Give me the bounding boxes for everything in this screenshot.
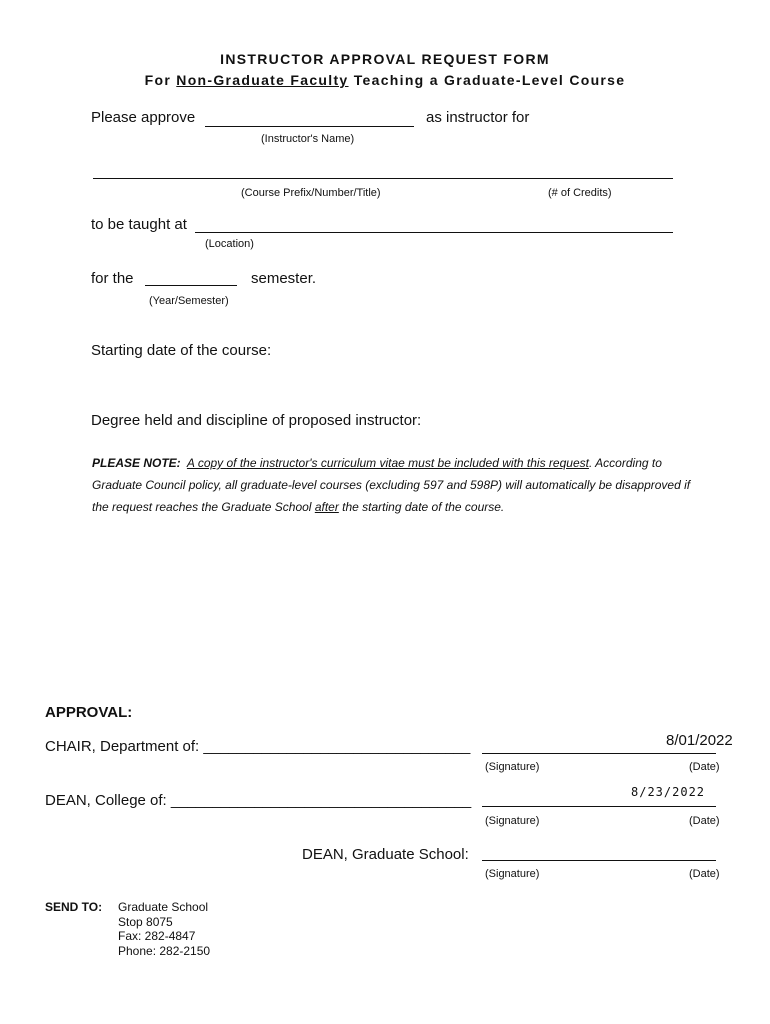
chair-date-caption: (Date): [689, 761, 720, 773]
course-field[interactable]: [93, 178, 673, 179]
semester-field[interactable]: [145, 285, 237, 286]
subtitle-underlined: Non-Graduate Faculty: [176, 72, 349, 88]
credits-caption: (# of Credits): [548, 187, 612, 199]
subtitle-prefix: For: [144, 72, 177, 88]
form-title: INSTRUCTOR APPROVAL REQUEST FORM: [220, 51, 550, 67]
chair-department-label: CHAIR, Department of: ________________________________: [45, 738, 471, 755]
dean-graduate-signature-line[interactable]: [482, 860, 716, 861]
subtitle-suffix: Teaching a Graduate-Level Course: [348, 72, 626, 88]
send-to-line: Graduate School: [118, 900, 209, 914]
approve-prefix: Please approve: [91, 109, 196, 126]
location-prefix: to be taught at: [91, 216, 187, 233]
semester-caption: (Year/Semester): [149, 295, 229, 307]
note-after-word: after: [314, 500, 339, 514]
location-caption: (Location): [205, 238, 254, 250]
please-note-paragraph: [92, 452, 692, 518]
dean-college-date-caption: (Date): [689, 815, 720, 827]
form-subtitle: [0, 72, 770, 88]
semester-suffix: semester.: [251, 270, 317, 287]
chair-signature-caption: (Signature): [485, 761, 540, 773]
approve-suffix: as instructor for: [426, 109, 530, 126]
note-rest: . According to Graduate Council policy, all graduate-level courses (excluding 597 and 598P) will automatically be disapproved if the request reaches the Graduate School: [92, 456, 691, 514]
dean-graduate-label: DEAN, Graduate School:: [302, 846, 469, 863]
starting-date-label: Starting date of the course:: [91, 342, 272, 359]
approval-heading: APPROVAL:: [45, 704, 133, 721]
note-end: the starting date of the course.: [338, 500, 505, 514]
instructor-name-caption: (Instructor's Name): [261, 133, 355, 145]
dean-graduate-date-caption: (Date): [689, 868, 720, 880]
send-to-line: Stop 8075: [118, 914, 173, 929]
chair-signature-line[interactable]: [482, 753, 716, 754]
dean-college-signature-caption: (Signature): [485, 815, 540, 827]
send-to-line: Fax: 282-4847: [118, 929, 196, 943]
send-to-line: Phone: 282-2150: [118, 943, 211, 958]
note-label: PLEASE NOTE:: [92, 456, 181, 470]
send-to-address: [118, 900, 210, 958]
chair-date-value: 8/01/2022: [666, 732, 733, 749]
note-underlined: A copy of the instructor's curriculum vitae must be included with this request: [186, 456, 589, 470]
course-caption: (Course Prefix/Number/Title): [241, 187, 381, 199]
send-to-label: SEND TO:: [45, 900, 103, 914]
dean-graduate-signature-caption: (Signature): [485, 868, 540, 880]
instructor-name-field[interactable]: [205, 126, 414, 127]
location-field[interactable]: [195, 232, 673, 233]
degree-label: Degree held and discipline of proposed instructor:: [91, 412, 422, 429]
dean-college-label: DEAN, College of: ____________________________________: [45, 792, 472, 809]
dean-college-date-value: 8/23/2022: [631, 785, 706, 799]
dean-college-signature-line[interactable]: [482, 806, 716, 807]
semester-prefix: for the: [91, 270, 134, 287]
